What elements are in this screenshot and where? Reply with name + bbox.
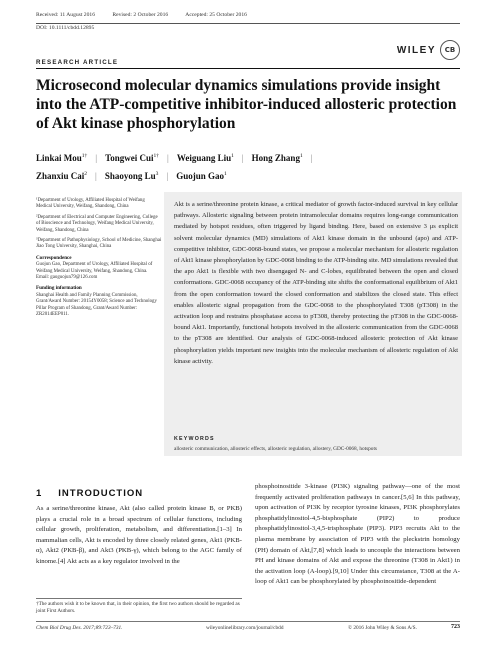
received-date: Received: 11 August 2016 bbox=[36, 12, 95, 18]
correspondence-email[interactable]: Email: gaoguojun79@126.com bbox=[36, 275, 98, 281]
correspondence-heading: Correspondence bbox=[36, 254, 72, 261]
journal-url[interactable]: wileyonlinelibrary.com/journal/cbdd bbox=[206, 625, 284, 631]
copyright: © 2016 John Wiley & Sons A/S. bbox=[348, 625, 417, 631]
header-divider bbox=[36, 23, 460, 24]
affiliation-1: ¹Department of Urology, Affiliated Hospital of Weifang Medical University, Weifang, Shandong, China bbox=[36, 198, 145, 210]
author[interactable]: Guojun Gao$^1$ bbox=[176, 171, 227, 181]
publisher-name: WILEY bbox=[396, 45, 436, 56]
page-number: 723 bbox=[451, 624, 460, 630]
abstract-text: Akt is a serine/threonine protein kinase, a critical mediator of growth factor-induced survival in key cellular pathways. Allosteric signaling between protein intramolecular domains requires long-range communication mediated by hotspot residues, often triggered by ligand binding. Here, based on extensive 3 μs explicit solvent molecular dynamics (MD) simulations of Akt1 kinase domain in the unbound (apo) and ATP-competitive inhibitor, GDC-0068-bound states, we propose a molecular mechanism for allosteric regulation of Akt1 kinase phosphorylation by GDC-0068 binding to the ATP-binding site. MD simulations revealed that the apo Akt1 is flexible with two disengaged N- and C-lobes, equilibrated between the open and closed conformations. GDC-0068 occupancy of the ATP-binding site shifts the conformational equilibrium of Akt1 from the open conformation toward the closed conformation and stabilizes the closed state. This effect enables allosteric signal propagation from the GDC-0068 to the phosphorylated T308 (pT308) in the activation loop and restrains phosphatase access to pT308, thereby protecting the pT308 in the GDC-0068-bound Akt1. Importantly, functional hotspots involved in the allosteric communication from the GDC-0068 to the pT308 are identified. Our analysis of GDC-0068-induced allosteric protection of Akt kinase phosphorylation yields important new insights into the molecular mechanism of allosteric regulation of Akt kinase activity. bbox=[174, 201, 458, 365]
author-list: Linkai Mou$^{1\dagger}$ | Tongwei Cui$^{1\dagger}$ | Weiguang Liu$^1$ | Hong Zhang$^1$ | Zhanxiu Cai$^2$ | Shaoyong Lu$^3$ | Guojun Gao$^1$ bbox=[36, 148, 476, 184]
journal-citation: Chem Biol Drug Des. 2017;89:723–731. bbox=[36, 625, 123, 631]
revised-date: Revised: 2 October 2016 bbox=[112, 12, 169, 18]
author[interactable]: Zhanxiu Cai$^2$ bbox=[36, 171, 88, 181]
affiliation-3: ³Department of Pathophysiology, School of Medicine, Shanghai Jiao Tong University, Shanghai, China bbox=[36, 238, 162, 250]
footnote: †The authors wish it to be known that, in their opinion, the first two authors should be regarded as joint First Authors. bbox=[36, 601, 240, 614]
title-divider bbox=[36, 68, 460, 69]
article-dates bbox=[36, 12, 263, 18]
journal-logo-icon: CB bbox=[440, 40, 460, 60]
footnote-divider bbox=[36, 598, 242, 599]
footer-divider bbox=[36, 621, 460, 622]
author[interactable]: Linkai Mou$^{1\dagger}$ bbox=[36, 153, 88, 163]
funding-heading: Funding information bbox=[36, 285, 82, 292]
intro-column-left: As a serine/threonine kinase, Akt (also called protein kinase B, or PKB) plays a crucial role in a broad spectrum of cellular functions, including cellular growth, proliferation, metabolism, and differentiation.[1–3] In mammalian cells, Akt is encoded by three closely related genes, Akt1 (PKB-α), Akt2 (PKB-β), and Akt3 (PKB-γ), which belong to the AGC family of kinome.[4] Akt acts as a key regulator involved in the bbox=[36, 505, 242, 565]
affiliation-2: ²Department of Electrical and Computer Engineering, College of Bioscience and Technology, Weifang Medical University, Weifang, Shandong, China bbox=[36, 214, 158, 233]
keywords-list: allosteric communication, allosteric effects, allosteric regulation, allostery, GDC-0068, hotspots bbox=[174, 446, 377, 452]
section-number: 1 bbox=[36, 488, 43, 499]
section-title: INTRODUCTION bbox=[58, 488, 144, 499]
author[interactable]: Hong Zhang$^1$ bbox=[251, 153, 303, 163]
keywords-heading: KEYWORDS bbox=[174, 436, 215, 442]
correspondence-text: Guojun Gao, Department of Urology, Affiliated Hospital of Weifang Medical University, Weifang, Shandong, China. bbox=[36, 262, 153, 274]
author[interactable]: Weiguang Liu$^1$ bbox=[176, 153, 234, 163]
intro-column-right: phosphoinositide 3-kinase (PI3K) signaling pathway—one of the most frequently activated proliferation pathways in cancer.[5,6] In this pathway, upon activation of PI3K by receptor tyrosine kinases, PI3K phosphorylates phosphatidylinositol-4,5-bisphosphate (PIP2) to produce phosphatidylinositol-3,4,5-trisphosphate (PIP3). PIP3 recruits Akt to the plasma membrane by association of PIP3 with the pleckstrin homology (PH) domain of Akt,[7,8] which leads to uncouple the interactions between PH and kinase domains of Akt and expose the threonine (T308 in Akt1) in the activation loop (A-loop).[9,10] Under this circumstance, T308 at the A-loop of Akt1 can be phosphorylated by phosphoinositide-dependent bbox=[255, 483, 460, 586]
article-type: RESEARCH ARTICLE bbox=[36, 59, 119, 66]
doi: DOI: 10.1111/cbdd.12895 bbox=[36, 25, 95, 31]
author[interactable]: Shaoyong Lu$^3$ bbox=[104, 171, 159, 181]
author[interactable]: Tongwei Cui$^{1\dagger}$ bbox=[105, 153, 160, 163]
section-heading bbox=[36, 488, 143, 499]
page-title: Microsecond molecular dynamics simulations provide insight into the ATP-competitive inhibitor-induced allosteric protection of Akt kinase phosphorylation bbox=[36, 77, 457, 132]
affiliations bbox=[36, 198, 162, 323]
accepted-date: Accepted: 25 October 2016 bbox=[185, 12, 247, 18]
funding-text: Shanghai Health and Family Planning Commission, Grant/Award Number: 20154Y0058; Science and Technology Pillar Program of Shandong, Grant/Award Number: ZR2014EEP011. bbox=[36, 292, 157, 318]
